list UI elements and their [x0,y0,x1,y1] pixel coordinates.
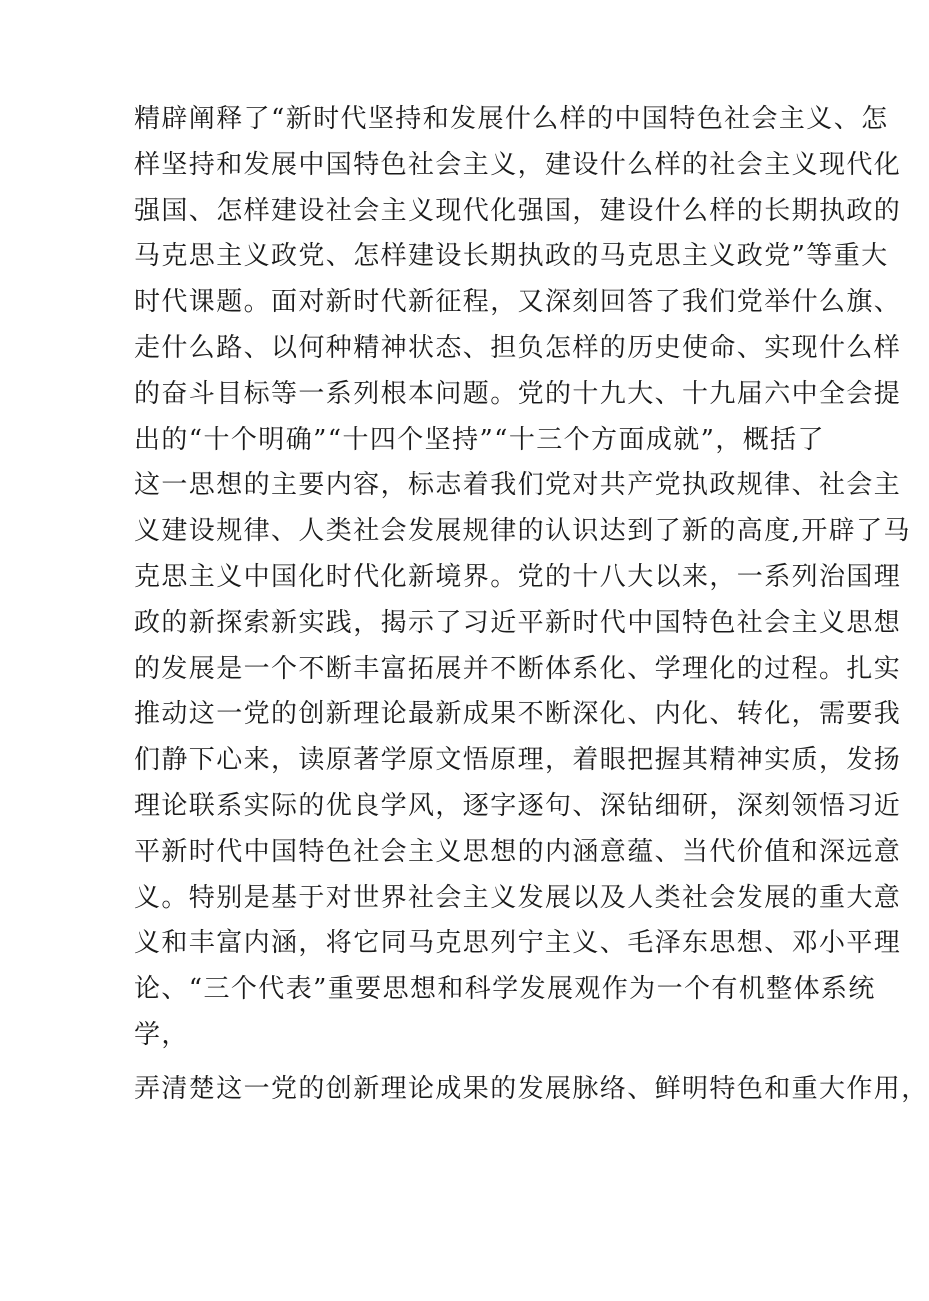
text-line: 的奋斗目标等一系列根本问题。党的十九大、十九届六中全会提 [134,378,902,409]
text-line: 出的“十个明确”“十四个坚持”“十三个方面成就”，概括了 [134,424,825,455]
text-line: 时代课题。面对新时代新征程，又深刻回答了我们党举什么旗、 [134,287,902,318]
paragraph-gap [134,1059,794,1067]
text-line: 义建设规律、人类社会发展规律的认识达到了新的高度,开辟了马 [134,516,911,547]
text-line: 理论联系实际的优良学风，逐字逐句、深钻细研，深刻领悟习近 [134,790,902,821]
text-line: 平新时代中国特色社会主义思想的内涵意蕴、当代价值和深远意 [134,836,902,867]
text-line: 的发展是一个不断丰富拓展并不断体系化、学理化的过程。扎实 [134,653,902,684]
text-line: 弄清楚这一党的创新理论成果的发展脉络、鲜明特色和重大作用， [134,1073,929,1104]
text-line: 们静下心来，读原著学原文悟原理，着眼把握其精神实质，发扬 [134,745,902,776]
text-line: 这一思想的主要内容，标志着我们党对共产党执政规律、社会主 [134,470,902,501]
text-line: 精辟阐释了“新时代坚持和发展什么样的中国特色社会主义、怎 [134,104,889,134]
text-line: 论、“三个代表”重要思想和科学发展观作为一个有机整体系统 [134,974,876,1005]
text-line: 义。特别是基于对世界社会主义发展以及人类社会发展的重大意 [134,882,902,913]
text-line: 政的新探索新实践，揭示了习近平新时代中国特色社会主义思想 [134,607,902,638]
text-line: 强国、怎样建设社会主义现代化强国，建设什么样的长期执政的 [134,195,902,226]
text-line: 学， [134,1019,189,1050]
text-line: 样坚持和发展中国特色社会主义，建设什么样的社会主义现代化 [134,149,902,180]
text-line: 走什么路、以何种精神状态、担负怎样的历史使命、实现什么样 [134,332,902,363]
text-line: 克思主义中国化时代化新境界。党的十八大以来，一系列治国理 [134,561,902,592]
text-line: 马克思主义政党、怎样建设长期执政的马克思主义政党”等重大 [134,241,889,272]
text-line: 推动这一党的创新理论最新成果不断深化、内化、转化，需要我 [134,699,902,730]
text-line: 义和丰富内涵，将它同马克思列宁主义、毛泽东思想、邓小平理 [134,928,902,959]
body-text [134,97,929,1113]
